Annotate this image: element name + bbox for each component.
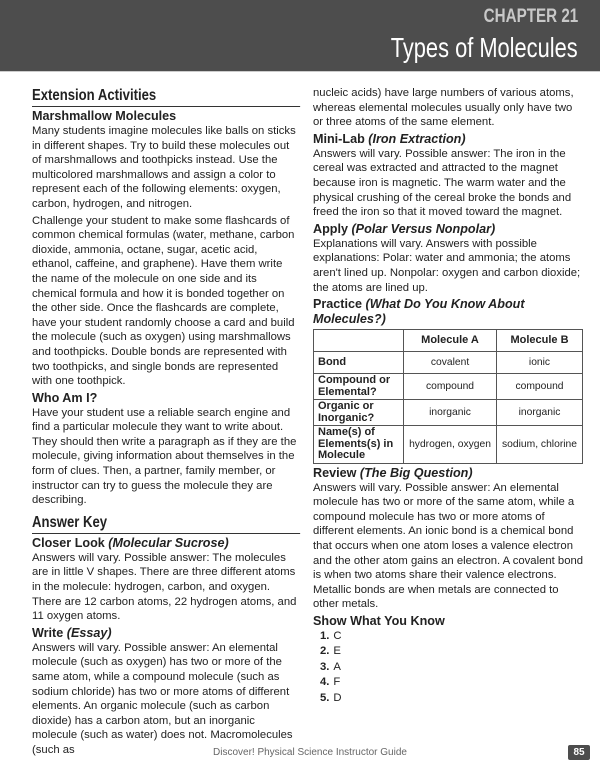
show-what-you-know-heading: Show What You Know (313, 613, 445, 628)
apply-heading (313, 222, 585, 237)
item-answer: D (333, 691, 342, 704)
table-cell: sodium, chlorine (497, 426, 583, 464)
extension-heading: Extension Activities (32, 86, 300, 107)
mini-lab-heading (313, 132, 585, 147)
item-number: 5. (320, 691, 330, 704)
table-cell: compound (497, 374, 583, 400)
item-answer: E (333, 645, 341, 658)
table-header (314, 330, 404, 352)
table-cell: inorganic (497, 400, 583, 426)
item-answer: C (333, 629, 342, 642)
answer-key-heading: Answer Key (32, 513, 300, 534)
chapter-header (0, 0, 600, 72)
item-number: 2. (320, 645, 330, 658)
table-header: Molecule B (497, 330, 583, 352)
practice-title: Practice (313, 297, 363, 312)
mini-lab-title: Mini-Lab (313, 131, 365, 146)
table-cell: hydrogen, oxygen (404, 426, 497, 464)
practice-subtitle: (What Do You Know About Molecules?) (313, 297, 525, 327)
list-item (320, 644, 585, 660)
apply-paragraph: Explanations will vary. Answers with possible explanations: Polar: water and ammonia; the atoms aren't lined up. Nonpolar: oxygen and carbon dioxide; the atoms are lined up. (313, 237, 581, 294)
item-answer: A (333, 660, 341, 673)
table-header-row (314, 330, 583, 352)
closer-look-heading (32, 536, 300, 551)
closer-look-paragraph: Answers will vary. Possible answer: The molecules are in little V shapes. There are three different atoms in the molecule: hydrogen, carbon, and oxygen. There are 12 carbon atoms, 22 hydrogen atoms, and 11 oxygen atoms. (32, 551, 297, 623)
page-number: 85 (568, 745, 590, 760)
answers-list (320, 629, 585, 707)
write-subtitle: (Essay) (66, 625, 112, 640)
review-title: Review (313, 465, 357, 480)
chapter-number: CHAPTER 21 (483, 6, 578, 27)
footer-text: Discover! Physical Science Instructor Guide (213, 747, 407, 758)
mini-lab-paragraph: Answers will vary. Possible answer: The iron in the cereal was extracted and attracted to the magnet because iron is magnetic. The warm water and the physical crushing of the cereal broke the bonds and freed the iron so that it moved toward the magnet. (313, 147, 572, 219)
list-item (320, 691, 585, 707)
write-paragraph: Answers will vary. Possible answer: An elemental molecule (such as oxygen) has two or more of the same atom, while a compound molecule (such as sodium chloride) has two or more atoms of different elements. An organic molecule (such as carbon dioxide) has a carbon atom, but an inorganic molecule (such as water) does not. Macromolecules (such as (32, 641, 293, 756)
list-item (320, 629, 585, 645)
left-column (32, 86, 300, 760)
row-label: Name(s) of Elements(s) in Molecule (314, 426, 404, 464)
marshmallow-paragraph-1: Many students imagine molecules like balls on sticks in different shapes. Try to build these molecules out of marshmallows and toothpicks instead. Use the multicolored marshmallows and assign a color to represent each of the following elements: oxygen, carbon, hydrogen, and nitrogen. (32, 125, 296, 210)
row-label: Bond (314, 352, 404, 374)
list-item (320, 675, 585, 691)
chapter-title: Types of Molecules (391, 32, 578, 63)
apply-subtitle: (Polar Versus Nonpolar) (351, 221, 496, 236)
closer-look-title: Closer Look (32, 535, 105, 550)
who-am-i-paragraph: Have your student use a reliable search engine and find a particular molecule they want to write about. They should then write a paragraph as if they are the molecule, giving information about themselves in the form of clues. Then, a partner, family member, or instructor can try to guess the molecule they are describing. (32, 406, 297, 507)
table-header: Molecule A (404, 330, 497, 352)
marshmallow-heading: Marshmallow Molecules (32, 109, 177, 123)
row-label: Organic or Inorganic? (314, 400, 404, 426)
write-title: Write (32, 625, 64, 640)
table-cell: compound (404, 374, 497, 400)
review-heading (313, 466, 585, 481)
item-number: 1. (320, 629, 330, 642)
row-label: Compound or Elemental? (314, 374, 404, 400)
practice-table (313, 329, 583, 464)
review-paragraph: Answers will vary. Possible answer: An elemental molecule has two or more of the same atom, while a compound molecule has two or more atoms of different elements. An ionic bond is a chemical bond that occurs when one atom loses a valence electron and the other atom gains an electron. A covalent bond is when two atoms share their valence electrons. Metallic bonds are when metals are connected to other metals. (313, 481, 584, 611)
write-paragraph-continued: nucleic acids) have large numbers of various atoms, whereas elemental molecules usually only have two or three atoms of the same element. (313, 87, 574, 129)
list-item (320, 660, 585, 676)
item-answer: F (333, 676, 341, 689)
table-row (314, 374, 583, 400)
table-row (314, 426, 583, 464)
item-number: 3. (320, 660, 330, 673)
apply-title: Apply (313, 221, 348, 236)
table-cell: covalent (404, 352, 497, 374)
who-am-i-heading: Who Am I? (32, 390, 98, 405)
table-row (314, 400, 583, 426)
item-number: 4. (320, 676, 330, 689)
table-row (314, 352, 583, 374)
write-heading (32, 626, 300, 641)
mini-lab-subtitle: (Iron Extraction) (368, 131, 466, 146)
table-cell: ionic (497, 352, 583, 374)
marshmallow-paragraph-2: Challenge your student to make some flashcards of common chemical formulas (water, methane, carbon dioxide, ammonia, octane, sugar, acetic acid, ethanol, caffeine, and graphene). Have them write the name of the molecule on one side and its chemical formula and how it is bonded together on the other side. Once the flashcards are complete, have your student randomly choose a card and build the molecule (such as oxygen) using marshmallows and toothpicks. Double bonds are represented with two toothpicks, and single bonds are represented with one toothpick. (32, 214, 295, 388)
table-cell: inorganic (404, 400, 497, 426)
closer-look-subtitle: (Molecular Sucrose) (108, 535, 229, 550)
review-subtitle: (The Big Question) (359, 465, 473, 480)
right-column (313, 86, 585, 706)
practice-heading (313, 297, 585, 327)
